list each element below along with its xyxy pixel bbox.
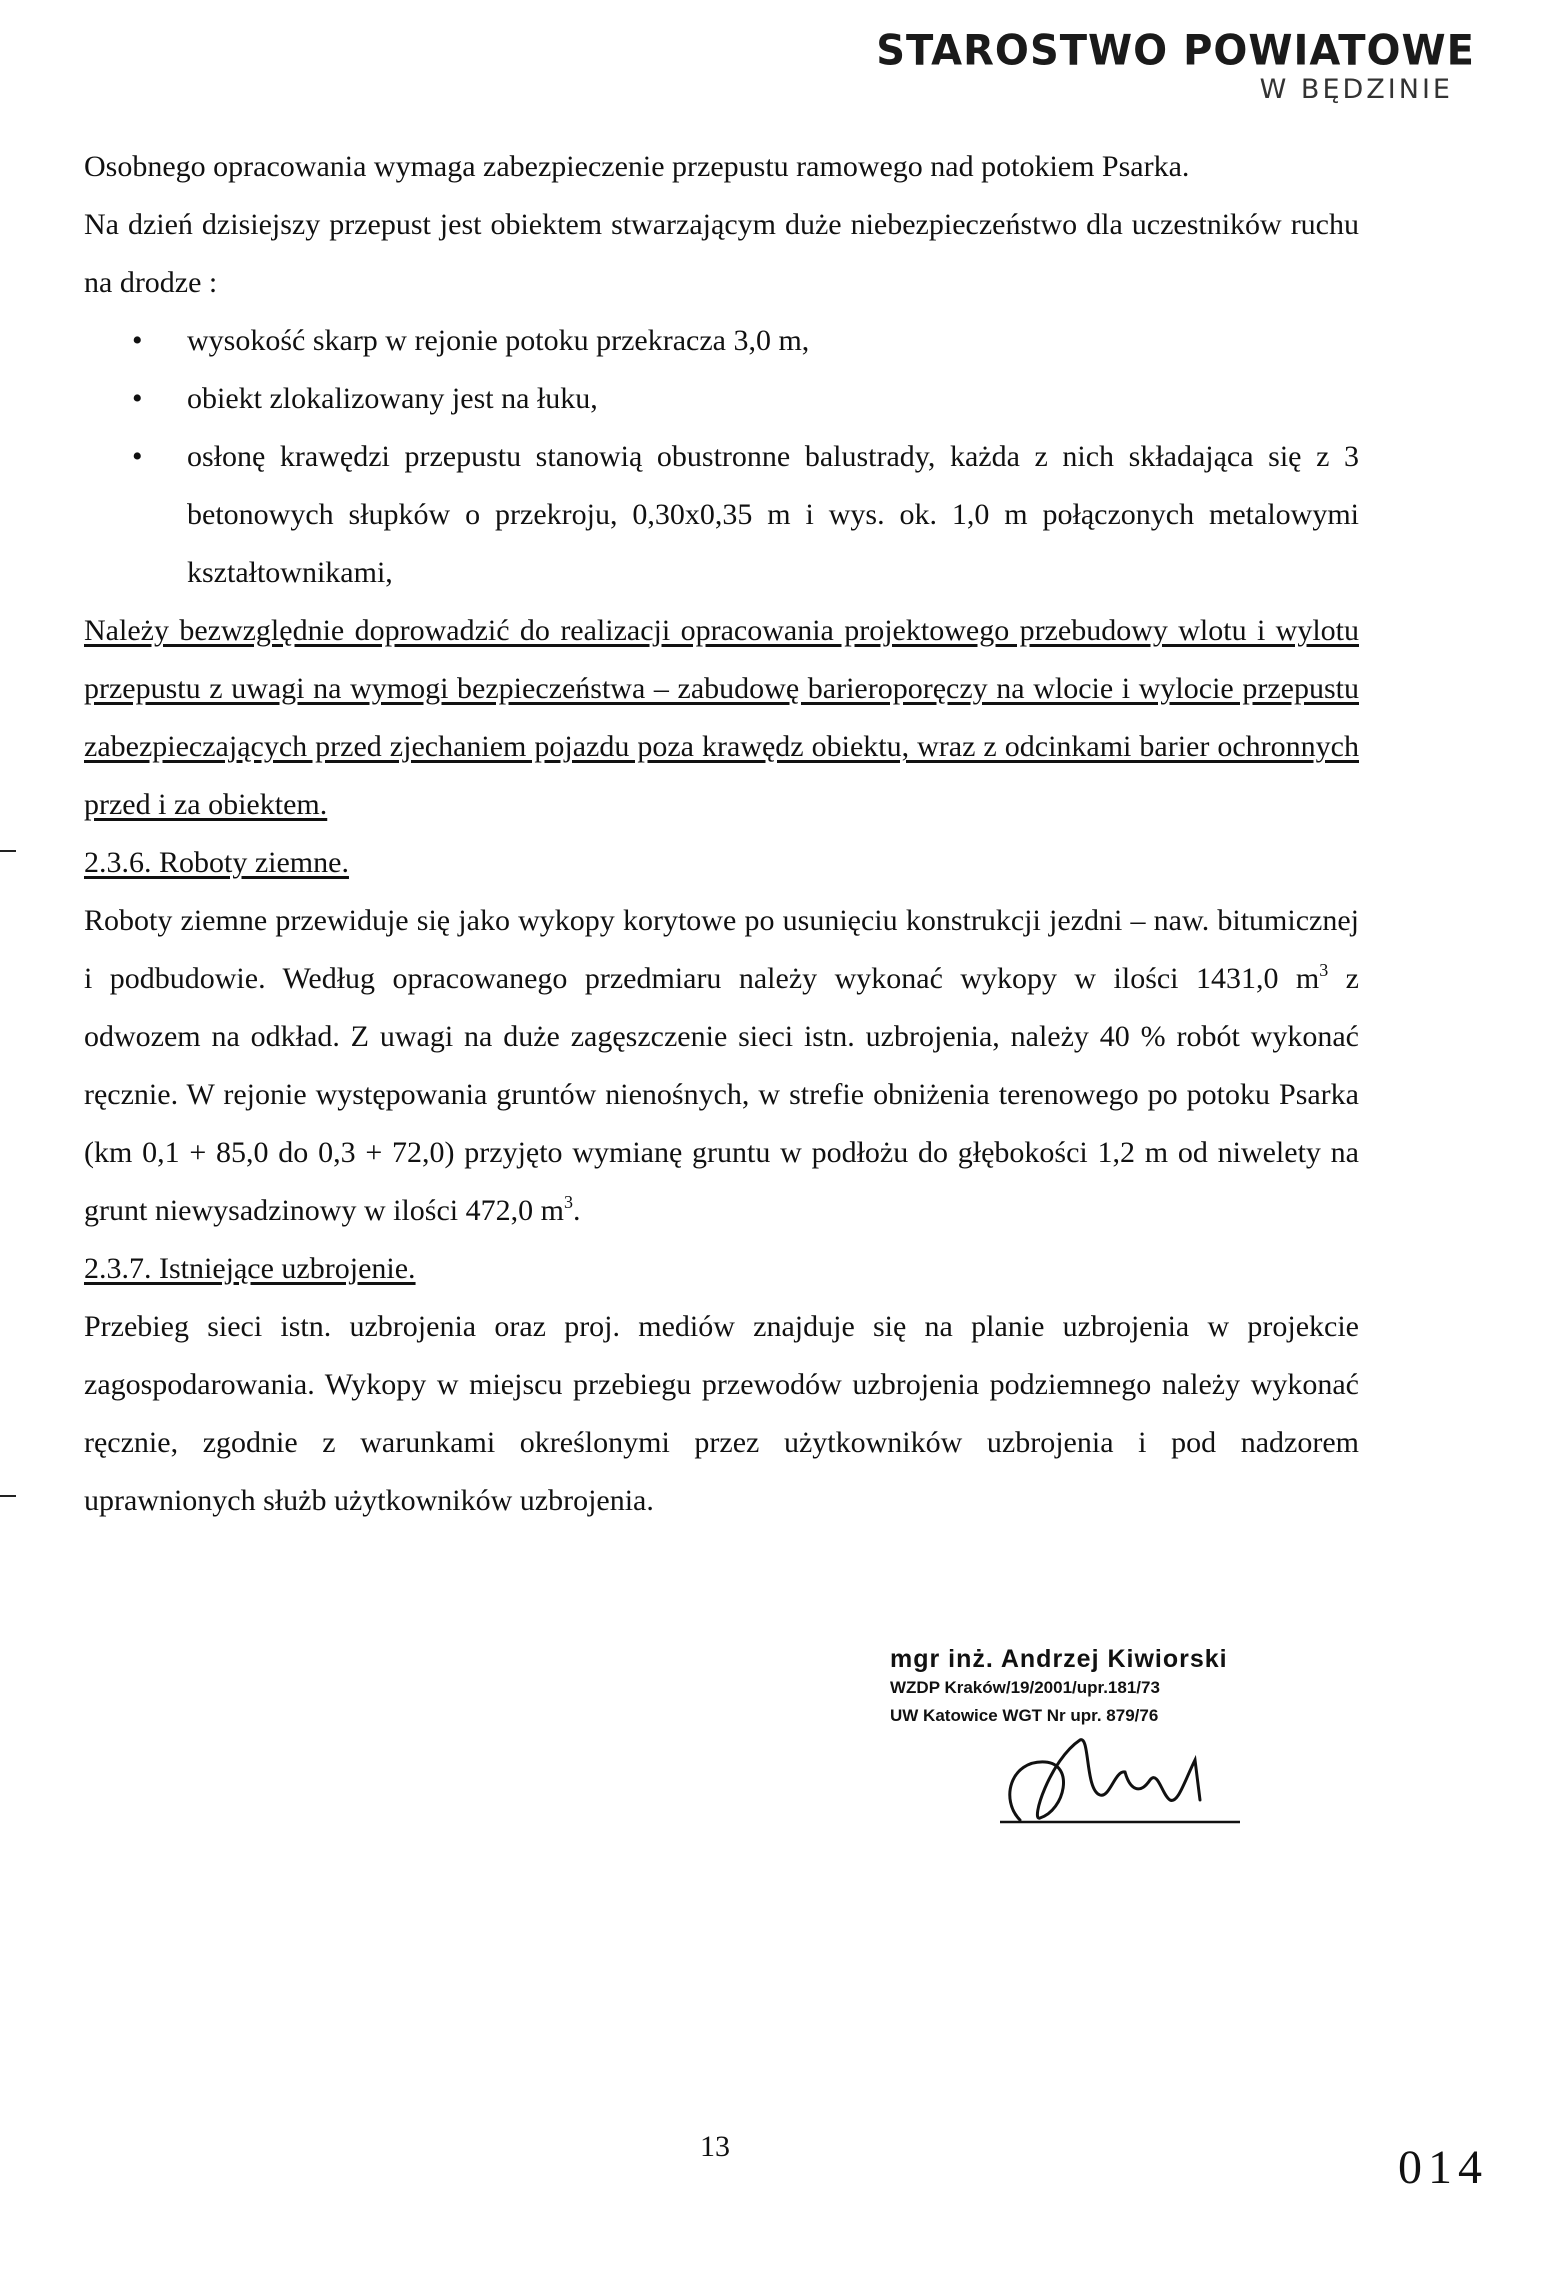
list-item: • osłonę krawędzi przepustu stanowią obustronne balustrady, każda z nich składająca się z 3 betonowych słupków o przekroju, 0,30x0,35 m i wys. ok. 1,0 m połączonych metalowymi kształtownikami, bbox=[187, 428, 1359, 602]
list-item: • wysokość skarp w rejonie potoku przekracza 3,0 m, bbox=[187, 312, 1359, 370]
intro-paragraph-2: Na dzień dzisiejszy przepust jest obiektem stwarzającym duże niebezpieczeństwo dla uczestników ruchu na drodze : bbox=[84, 208, 1359, 299]
hazard-list bbox=[84, 312, 1359, 602]
section-heading-237: 2.3.7. Istniejące uzbrojenie. bbox=[84, 1252, 416, 1285]
stamp-line-2: W BĘDZINIE bbox=[1259, 74, 1453, 105]
signatory-name: mgr inż. Andrzej Kiwiorski bbox=[890, 1645, 1228, 1673]
requirement-paragraph: Należy bezwzględnie doprowadzić do realizacji opracowania projektowego przebudowy wlotu i wylotu przepustu z uwagi na wymogi bezpieczeństwa – zabudowę barieroporęczy na wlocie i wylocie przepustu zabezpieczających przed zjechaniem pojazdu poza krawędz obiektu, wraz z odcinkami barier ochronnych przed i za obiektem. bbox=[84, 614, 1359, 821]
page-number: 13 bbox=[700, 2130, 730, 2163]
scan-edge-mark bbox=[0, 850, 16, 852]
intro-paragraph-1: Osobnego opracowania wymaga zabezpieczenie przepustu ramowego nad potokiem Psarka. bbox=[84, 150, 1190, 183]
document-code-number: 014 bbox=[1398, 2141, 1488, 2194]
signatory-license-2: UW Katowice WGT Nr upr. 879/76 bbox=[890, 1706, 1159, 1725]
signatory-license-1: WZDP Kraków/19/2001/upr.181/73 bbox=[890, 1678, 1160, 1697]
document-body bbox=[84, 138, 1359, 1530]
earthworks-paragraph: Roboty ziemne przewiduje się jako wykopy korytowe po usunięciu konstrukcji jezdni – naw. bitumicznej i podbudowie. Według opracowanego przedmiaru należy wykonać wykopy w ilości 1431,0 $m^3$ z odwozem na odkład. Z uwagi na duże zagęszczenie sieci istn. uzbrojenia, należy 40 % robót wykonać ręcznie. W rejonie występowania gruntów nienośnych, w strefie obniżenia terenowego po potoku Psarka (km 0,1 + 85,0 do 0,3 + 72,0) przyjęto wymianę gruntu w podłożu do głębokości 1,2 m od niwelety na grunt niewysadzinowy w ilości 472,0 $m^3$. bbox=[84, 904, 1359, 1227]
section-heading-236: 2.3.6. Roboty ziemne. bbox=[84, 846, 349, 879]
utilities-paragraph: Przebieg sieci istn. uzbrojenia oraz proj. mediów znajduje się na planie uzbrojenia w projekcie zagospodarowania. Wykopy w miejscu przebiegu przewodów uzbrojenia podziemnego należy wykonać ręcznie, zgodnie z warunkami określonymi przez użytkowników uzbrojenia i pod nadzorem uprawnionych służb użytkowników uzbrojenia. bbox=[84, 1310, 1359, 1517]
office-stamp bbox=[876, 28, 1475, 105]
scan-edge-mark bbox=[0, 1495, 16, 1497]
handwritten-signature-icon bbox=[990, 1700, 1250, 1850]
stamp-line-1: STAROSTWO POWIATOWE bbox=[876, 26, 1475, 76]
list-item: • obiekt zlokalizowany jest na łuku, bbox=[187, 370, 1359, 428]
